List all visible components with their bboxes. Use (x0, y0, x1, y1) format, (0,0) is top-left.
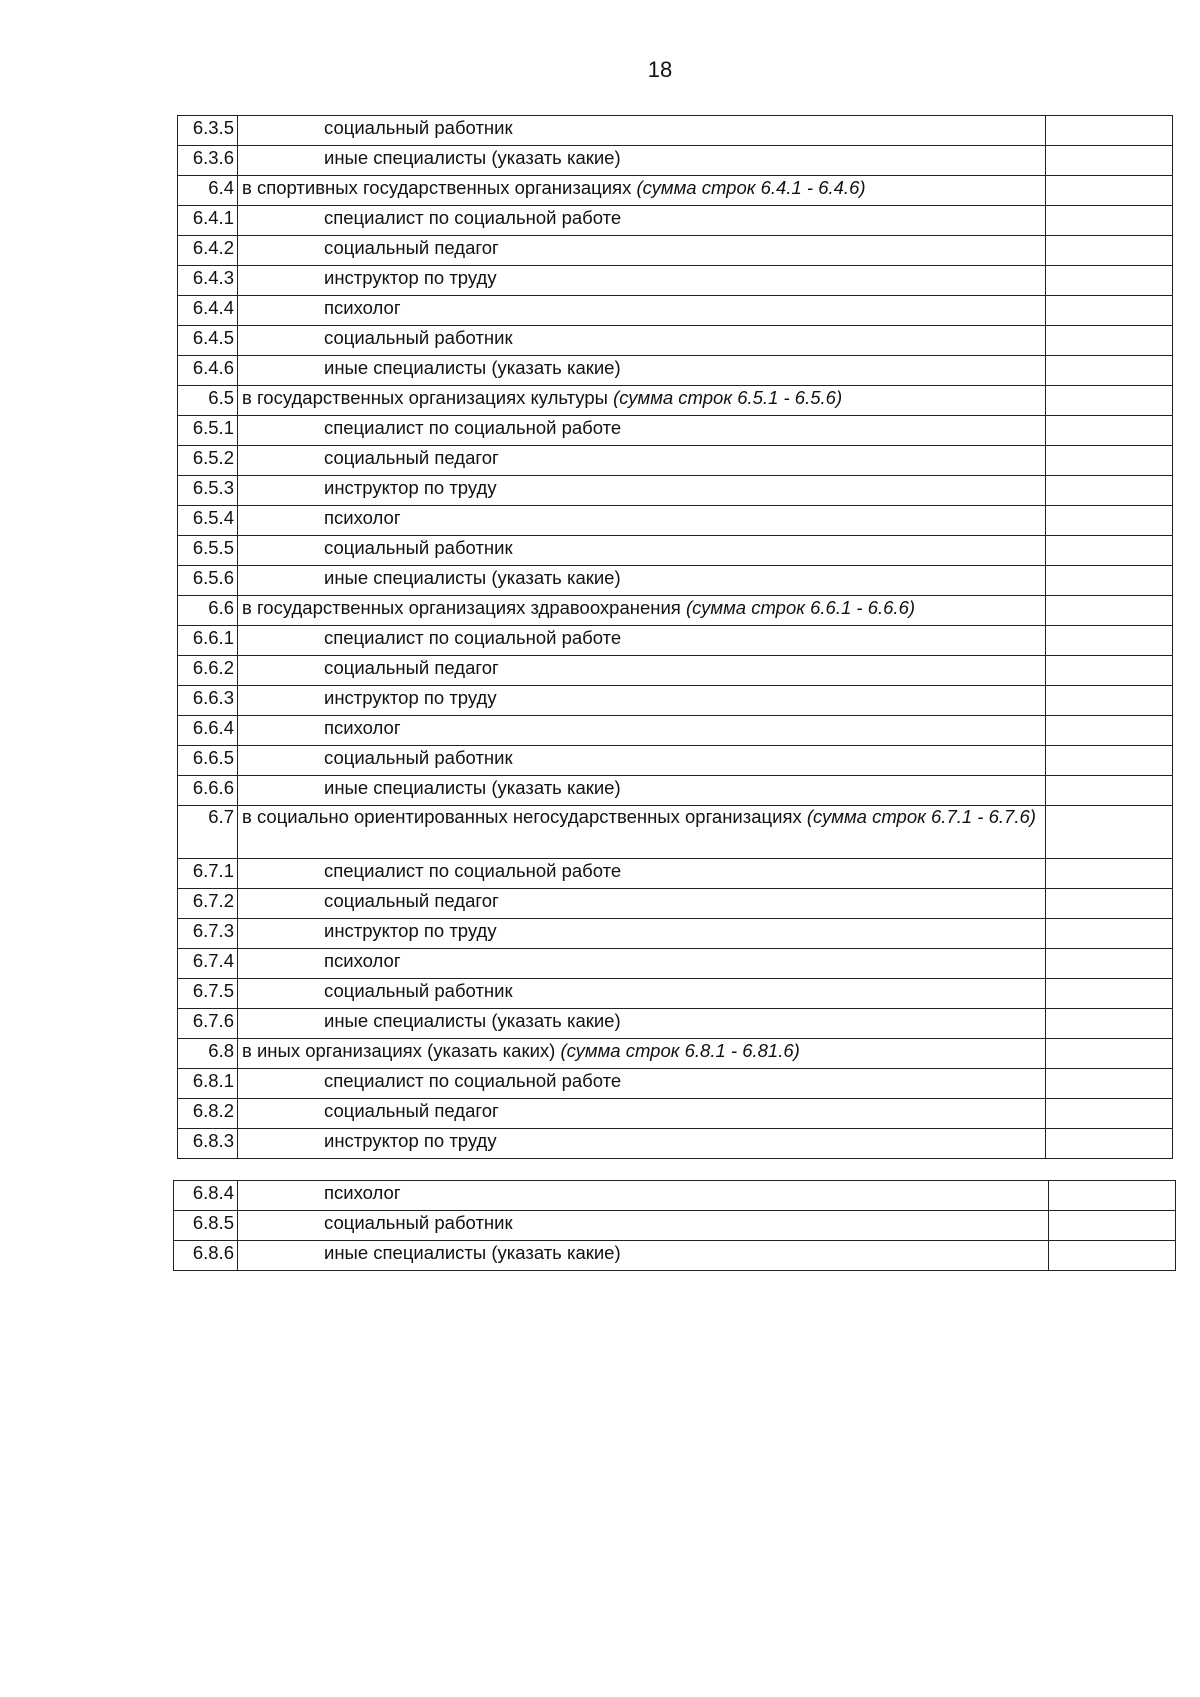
row-label-cell (238, 859, 1046, 889)
row-number: 6.6.1 (178, 626, 238, 656)
row-label-cell (238, 386, 1046, 416)
value-cell (1046, 356, 1173, 386)
row-label-cell (238, 206, 1046, 236)
row-label: социальный работник (324, 117, 513, 138)
row-number: 6.7.1 (178, 859, 238, 889)
value-cell (1049, 1211, 1176, 1241)
value-cell (1046, 686, 1173, 716)
table-row (178, 116, 1173, 146)
row-label: в иных организациях (указать каких) (242, 1040, 556, 1061)
row-label-cell (238, 919, 1046, 949)
row-number: 6.3.6 (178, 146, 238, 176)
row-number: 6.6.3 (178, 686, 238, 716)
value-cell (1046, 596, 1173, 626)
row-number: 6.8.6 (174, 1241, 238, 1271)
row-label-cell (238, 1009, 1046, 1039)
row-sum-note: (сумма строк 6.4.1 - 6.4.6) (636, 177, 866, 198)
row-label: психолог (324, 297, 401, 318)
row-label: инструктор по труду (324, 1130, 497, 1151)
row-label-cell (238, 416, 1046, 446)
value-cell (1046, 1099, 1173, 1129)
row-label-cell (238, 536, 1046, 566)
row-label-cell (238, 506, 1046, 536)
row-label-cell (238, 356, 1046, 386)
value-cell (1046, 566, 1173, 596)
row-number: 6.5.4 (178, 506, 238, 536)
staff-table-continued (173, 1180, 1176, 1271)
value-cell (1049, 1181, 1176, 1211)
value-cell (1046, 176, 1173, 206)
value-cell (1046, 859, 1173, 889)
row-number: 6.6.4 (178, 716, 238, 746)
row-label: в социально ориентированных негосударственных организациях (242, 806, 802, 827)
row-label: социальный педагог (324, 890, 499, 911)
table-row (178, 889, 1173, 919)
table-row (178, 1129, 1173, 1159)
group-row (178, 1039, 1173, 1069)
row-number: 6.4.1 (178, 206, 238, 236)
table-row (178, 656, 1173, 686)
table-row (178, 626, 1173, 656)
value-cell (1046, 1129, 1173, 1159)
row-label: иные специалисты (указать какие) (324, 147, 621, 168)
row-number: 6.6.2 (178, 656, 238, 686)
value-cell (1046, 746, 1173, 776)
row-label: социальный педагог (324, 447, 499, 468)
table-row (178, 506, 1173, 536)
row-label-cell (238, 566, 1046, 596)
table-row (178, 979, 1173, 1009)
row-label-cell (238, 1211, 1049, 1241)
table-row (174, 1241, 1176, 1271)
value-cell (1046, 116, 1173, 146)
row-label-cell (238, 889, 1046, 919)
group-row (178, 596, 1173, 626)
table-row (174, 1181, 1176, 1211)
row-label: специалист по социальной работе (324, 207, 622, 228)
value-cell (1046, 386, 1173, 416)
value-cell (1046, 1069, 1173, 1099)
table-row (174, 1211, 1176, 1241)
value-cell (1046, 536, 1173, 566)
table-row (178, 206, 1173, 236)
page-number: 18 (647, 57, 673, 82)
table-row (178, 296, 1173, 326)
row-sum-note: (сумма строк 6.7.1 - 6.7.6) (806, 806, 1036, 827)
value-cell (1049, 1241, 1176, 1271)
row-label-cell (238, 656, 1046, 686)
row-label: инструктор по труду (324, 920, 497, 941)
value-cell (1046, 416, 1173, 446)
row-label-cell (238, 1099, 1046, 1129)
value-cell (1046, 206, 1173, 236)
row-label: психолог (324, 1182, 401, 1203)
row-label: специалист по социальной работе (324, 627, 622, 648)
value-cell (1046, 656, 1173, 686)
row-number: 6.4.6 (178, 356, 238, 386)
row-label-cell (238, 1129, 1046, 1159)
table-row (178, 686, 1173, 716)
row-number: 6.4.2 (178, 236, 238, 266)
row-label: в спортивных государственных организациях (242, 177, 632, 198)
row-label: иные специалисты (указать какие) (324, 1010, 621, 1031)
table-row (178, 236, 1173, 266)
group-row (178, 386, 1173, 416)
row-number: 6.5.3 (178, 476, 238, 506)
value-cell (1046, 476, 1173, 506)
value-cell (1046, 806, 1173, 859)
row-sum-note: (сумма строк 6.8.1 - 6.81.6) (560, 1040, 800, 1061)
value-cell (1046, 979, 1173, 1009)
table-row (178, 716, 1173, 746)
row-label: социальный педагог (324, 1100, 499, 1121)
row-number: 6.8 (178, 1039, 238, 1069)
group-row (178, 176, 1173, 206)
row-label-cell (238, 716, 1046, 746)
row-number: 6.8.2 (178, 1099, 238, 1129)
row-number: 6.3.5 (178, 116, 238, 146)
value-cell (1046, 326, 1173, 356)
row-label: специалист по социальной работе (324, 1070, 622, 1091)
row-label: в государственных организациях здравоохранения (242, 597, 681, 618)
table-row (178, 1099, 1173, 1129)
row-label: инструктор по труду (324, 477, 497, 498)
row-label-cell (238, 176, 1046, 206)
row-label: иные специалисты (указать какие) (324, 777, 621, 798)
row-number: 6.7.3 (178, 919, 238, 949)
value-cell (1046, 776, 1173, 806)
row-number: 6.7.2 (178, 889, 238, 919)
row-label: социальный работник (324, 537, 513, 558)
table-row (178, 356, 1173, 386)
row-label: специалист по социальной работе (324, 417, 622, 438)
row-number: 6.4.5 (178, 326, 238, 356)
row-label-cell (238, 746, 1046, 776)
value-cell (1046, 266, 1173, 296)
row-label: инструктор по труду (324, 267, 497, 288)
value-cell (1046, 1009, 1173, 1039)
row-label: иные специалисты (указать какие) (324, 567, 621, 588)
row-label: социальный работник (324, 747, 513, 768)
row-number: 6.8.3 (178, 1129, 238, 1159)
row-label: в государственных организациях культуры (242, 387, 608, 408)
row-number: 6.8.5 (174, 1211, 238, 1241)
row-label: социальный педагог (324, 237, 499, 258)
row-label: психолог (324, 717, 401, 738)
value-cell (1046, 626, 1173, 656)
row-label-cell (238, 596, 1046, 626)
table-row (178, 1069, 1173, 1099)
row-label-cell (238, 266, 1046, 296)
row-number: 6.6 (178, 596, 238, 626)
value-cell (1046, 949, 1173, 979)
value-cell (1046, 446, 1173, 476)
row-label-cell (238, 686, 1046, 716)
table-row (178, 146, 1173, 176)
row-label-cell (238, 116, 1046, 146)
row-number: 6.4.4 (178, 296, 238, 326)
row-number: 6.8.4 (174, 1181, 238, 1211)
row-label-cell (238, 1039, 1046, 1069)
row-label: инструктор по труду (324, 687, 497, 708)
row-number: 6.7.6 (178, 1009, 238, 1039)
row-label: социальный педагог (324, 657, 499, 678)
row-label-cell (238, 1181, 1049, 1211)
table-row (178, 859, 1173, 889)
row-label-cell (238, 949, 1046, 979)
row-label: иные специалисты (указать какие) (324, 357, 621, 378)
row-number: 6.6.6 (178, 776, 238, 806)
row-label-cell (238, 1069, 1046, 1099)
row-number: 6.4 (178, 176, 238, 206)
value-cell (1046, 1039, 1173, 1069)
row-number: 6.7.4 (178, 949, 238, 979)
row-label-cell (238, 296, 1046, 326)
row-label-cell (238, 146, 1046, 176)
value-cell (1046, 296, 1173, 326)
table-row (178, 1009, 1173, 1039)
row-label-cell (238, 979, 1046, 1009)
row-number: 6.5.6 (178, 566, 238, 596)
table-row (178, 476, 1173, 506)
row-number: 6.5.2 (178, 446, 238, 476)
row-number: 6.6.5 (178, 746, 238, 776)
row-number: 6.5.1 (178, 416, 238, 446)
row-label-cell (238, 476, 1046, 506)
row-label-cell (238, 1241, 1049, 1271)
value-cell (1046, 919, 1173, 949)
value-cell (1046, 236, 1173, 266)
table-row (178, 919, 1173, 949)
table-row (178, 266, 1173, 296)
row-sum-note: (сумма строк 6.5.1 - 6.5.6) (613, 387, 843, 408)
staff-table (177, 115, 1173, 1159)
row-number: 6.5 (178, 386, 238, 416)
row-label: иные специалисты (указать какие) (324, 1242, 621, 1263)
row-label: специалист по социальной работе (324, 860, 622, 881)
value-cell (1046, 716, 1173, 746)
table-row (178, 746, 1173, 776)
table-row (178, 949, 1173, 979)
value-cell (1046, 889, 1173, 919)
value-cell (1046, 146, 1173, 176)
table-row (178, 446, 1173, 476)
row-number: 6.8.1 (178, 1069, 238, 1099)
table-row (178, 776, 1173, 806)
table-row (178, 326, 1173, 356)
row-number: 6.7 (178, 806, 238, 859)
row-label-cell (238, 776, 1046, 806)
table-row (178, 566, 1173, 596)
table-row (178, 536, 1173, 566)
group-row (178, 806, 1173, 859)
row-label: социальный работник (324, 327, 513, 348)
row-label: социальный работник (324, 1212, 513, 1233)
row-label: психолог (324, 507, 401, 528)
row-label-cell (238, 236, 1046, 266)
value-cell (1046, 506, 1173, 536)
table-row (178, 416, 1173, 446)
row-label: социальный работник (324, 980, 513, 1001)
row-label-cell (238, 626, 1046, 656)
row-number: 6.7.5 (178, 979, 238, 1009)
row-label: психолог (324, 950, 401, 971)
row-number: 6.4.3 (178, 266, 238, 296)
row-label-cell (238, 806, 1046, 859)
row-number: 6.5.5 (178, 536, 238, 566)
row-label-cell (238, 446, 1046, 476)
row-sum-note: (сумма строк 6.6.1 - 6.6.6) (685, 597, 916, 618)
row-label-cell (238, 326, 1046, 356)
